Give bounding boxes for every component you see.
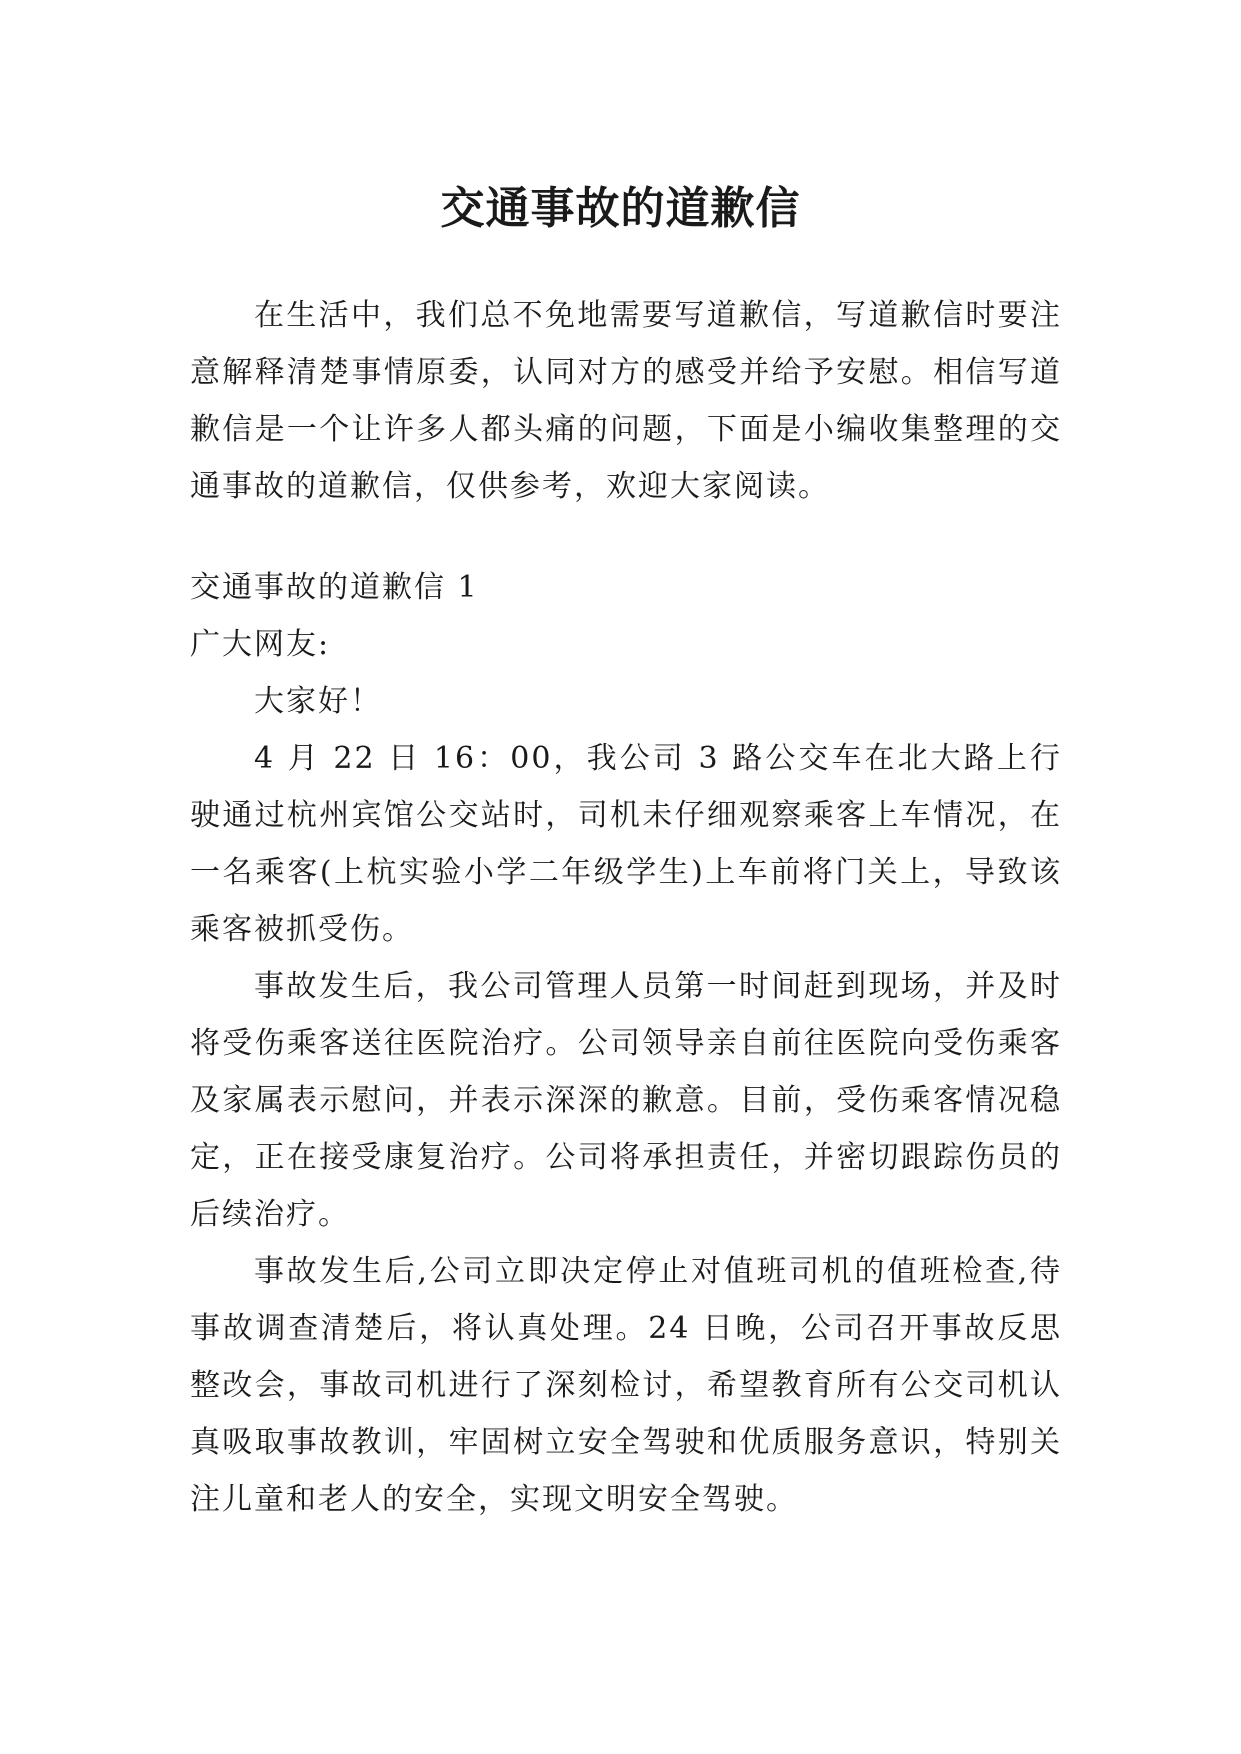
document-title: 交通事故的道歉信 xyxy=(440,183,801,235)
letter-paragraph-3: 事故发生后,公司立即决定停止对值班司机的值班检查,待事故调查清楚后，将认真处理。24 日晚，公司召开事故反思整改会，事故司机进行了深刻检讨，希望教育所有公交司机认真吸取事故教训，牢固树立安全驾驶和优质服务意识，特别关注儿童和老人的安全，实现文明安全驾驶。 xyxy=(190,1254,1062,1517)
intro-section xyxy=(190,287,1062,515)
letter-heading: 交通事故的道歉信 1 xyxy=(190,570,479,605)
letter-section xyxy=(190,559,1062,1528)
document-body xyxy=(190,287,1062,1528)
letter-paragraph-2: 事故发生后，我公司管理人员第一时间赶到现场，并及时将受伤乘客送往医院治疗。公司领导亲自前往医院向受伤乘客及家属表示慰问，并表示深深的歉意。目前，受伤乘客情况稳定，正在接受康复治疗。公司将承担责任，并密切跟踪伤员的后续治疗。 xyxy=(190,969,1062,1232)
letter-greeting: 大家好！ xyxy=(254,684,382,719)
letter-paragraph-1: 4 月 22 日 16：00，我公司 3 路公交车在北大路上行驶通过杭州宾馆公交站时，司机未仔细观察乘客上车情况，在一名乘客(上杭实验小学二年级学生)上车前将门关上，导致该乘客被抓受伤。 xyxy=(190,741,1062,947)
letter-salutation: 广大网友: xyxy=(190,627,331,662)
intro-paragraph: 在生活中，我们总不免地需要写道歉信，写道歉信时要注意解释清楚事情原委，认同对方的感受并给予安慰。相信写道歉信是一个让许多人都头痛的问题，下面是小编收集整理的交通事故的道歉信，仅供参考，欢迎大家阅读。 xyxy=(190,298,1062,504)
